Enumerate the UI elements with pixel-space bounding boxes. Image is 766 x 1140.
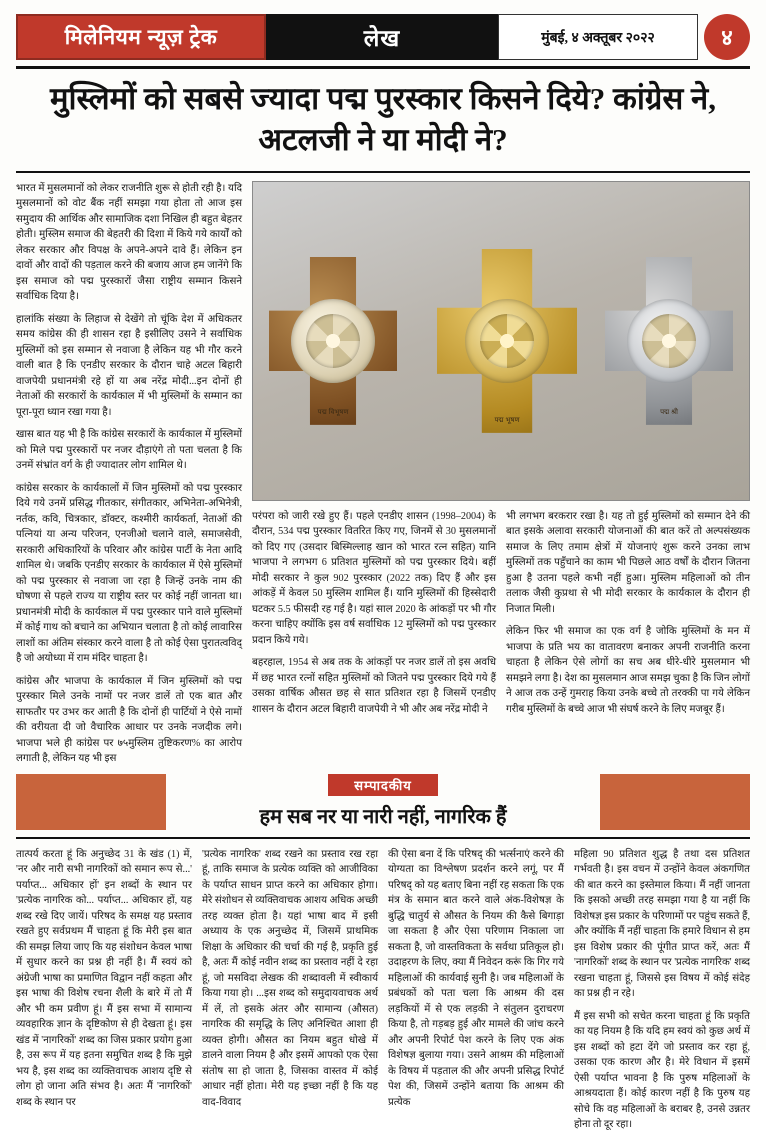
editorial-banner — [16, 774, 750, 833]
article-paragraph: खास बात यह भी है कि कांग्रेस सरकारों के कार्यकाल में मुस्लिमों को मिले पद्म पुरस्कारों पर नजर दौड़ाएंगे तो पता चलता है कि उनमें संभ्रांत वर्ग के ही ज्यादातर लोग शामिल थे। — [16, 429, 242, 472]
editorial-paragraph: महिला 90 प्रतिशत शुद्ध है तथा दस प्रतिशत गर्भवती है। इस वचन में उन्होंने केवल अंकगणित की बात करने का इस्तेमाल किया। मैं नहीं जानता कि इसको अच्छी तरह समझा गया है या नहीं कि विशेषज्ञ इस प्रकार के परिणामों पर पहुंच सकते हैं, और क्योंकि मैं नहीं चाहता कि हमारे विधान से हम इस विशेष प्रकार की पूंगीत प्राप्त करें, अतः मैं 'नागरिकों' शब्द के स्थान पर 'प्रत्येक नागरिक' शब्द रखना चाहता हूं, जिससे इस विषय में कोई संदेह का प्रश्न ही न रहे। — [574, 848, 750, 1000]
article-paragraph: परंपरा को जारी रखे हुए हैं। पहले एनडीए शासन (1998–2004) के दौरान, 534 पद्म पुरस्कार वितरित किए गए, जिनमें से 30 मुसलमानों को दिए गए (उसदार बिस्मिल्लाह खान को भारत रत्न सहित) यानि भाजपा ने लगभग 6 प्रतिशत मुस्लिमों को पद्म पुरस्कार दिये। बहीं मोदी सरकार ने कुल 902 पुरस्कार (2022 तक) दिए हैं और इस आंकड़ें में केवल 50 मुस्लिम शामिल हैं। यानि मुस्लिमों की हिस्सेदारी घटकर 5.5 फीसदी रह गई है। यहां साल 2020 के आंकड़ों पर भी गौर करना चाहिए क्योंकि इस वर्ष सर्वाधिक 12 मुस्लिमों को पद्म पुरस्कार प्रदान किये गये। — [252, 510, 496, 646]
article-column-1 — [16, 181, 242, 774]
lotus-icon — [306, 314, 360, 368]
editorial-title: हम सब नर या नारी नहीं, नागरिक हैं — [259, 805, 507, 828]
article-paragraph: भारत में मुसलमानों को लेकर राजनीति शुरू से होती रही है। यदि मुसलमानों को वोट बैंक नहीं समझा गया होता तो आज इस समुदाय की आर्थिक और सामाजिक दशा निखिल ही बहुत बेहतर होती। मुस्लिम समाज की बेहतरी की दिशा में किये गये कार्यों को लेकर सरकार और विपक्ष के अपने-अपने दावे हैं। लेकिन इन दावों और वादों की पड़ताल करने की बजाय आज हम जानेंगे कि इस समाज को पद्म पुरस्कारों जैसा राष्ट्रीय सम्मान किसने सर्वाधिक दिया है। — [16, 182, 242, 303]
editorial-paragraph: की ऐसा बना दें कि परिषद् की भर्त्सनाएं करने की योग्यता का विश्लेषण प्रदर्शन करने लगूं, पर मैं परिषद् को यह बताए बिना नहीं रह सकता कि एक मंत्र के समान बात करने वाले अंक-विशेषज्ञ के बुद्धि चातुर्य से औसत के नियम की कैसे बिगाड़ा जा सकता है और ऐसा परिणाम निकाला जा सकता है, जो वास्तविकता के सर्वथा प्रतिकूल हो। उदाहरण के लिए, क्या मैं निवेदन करूं कि गिर गये महिलाओं की कार्यवाई सुनी है। जब महिलाओं के प्रबंधकों को पता चला कि आश्रम की दस लड़कियों में से एक लड़की ने संतुलन दुराचरण किया है, तो गड़बड़ हुई और मामले की जांच करने और अपनी रिपोर्ट पेश करने के लिए एक अंक विशेषज्ञ बुलाया गया। उसने आश्रम की महिलाओं के विषय में पड़ताल की और अपनी प्रसिद्ध रिपोर्ट पेश की, जिसमें उन्होंने बताया कि आश्रम की प्रत्येक — [388, 848, 564, 1108]
padma-bhushan-medal — [437, 249, 577, 433]
padma-shri-medal — [605, 257, 733, 425]
article-paragraph: कांग्रेस और भाजपा के कार्यकाल में जिन मुस्लिमों को पद्म पुरस्कार मिले उनके नामों पर नजर डालें तो एक बात और साफतौर पर उभर कर आती है कि दोनों ही पार्टियों ने ऐसे नामों की वरीयता दी जो वैचारिक आधार पर उनके नजदीक लगे। भाजपा भले ही कांग्रेस पर ७५मुस्लिम तुष्टिकरण% का आरोप लगाती है, लेकिन यह भी इस — [16, 675, 242, 765]
headline-divider — [16, 171, 750, 173]
banner-decor-left — [16, 774, 166, 830]
lotus-icon — [642, 314, 696, 368]
article-top-section — [16, 181, 750, 774]
page-headline: मुस्लिमों को सबसे ज्यादा पद्म पुरस्कार किसने दिये? कांग्रेस ने, अटलजी ने या मोदी ने? — [49, 81, 717, 157]
editorial-paragraph: तात्पर्य करता हूं कि अनुच्छेद 31 के खंड (1) में, 'नर और नारी सभी नागरिकों को समान रूप से...' पर्याप्त... अधिकार हों' इन शब्दों के स्थान पर 'प्रत्येक नागरिक को... पर्याप्त... अधिकार हों, यह शब्द रखे दिए जायें। परिषद के समक्ष यह प्रस्ताव रखते हुए सर्वप्रथम मैं चाहता हूं कि मेरी इस बात की समझ लिया जाए कि यह संशोधन केवल भाषा में सुधार करने का प्रश्न ही नहीं है। मैं स्वयं को अंग्रेजी भाषा का प्रमाणित विद्वान नहीं कहता और इस भाषा की विशेष रचना शैली के बारे में तो मैं और भी कम प्रवीण हूं। मैं इस सभा में सामान्य व्यवहारिक ज्ञान के दृष्टिकोण से ही देखता हूं। इस खंड में 'नागरिकों' शब्द का जिस प्रकार प्रयोग हुआ है, उस रूप में यह इतना समुचित शब्द है कि मुझे भय है, इस शब्द का व्यक्तिवाचक आशय दृष्टि से लोग हो जाना अति संभव है। अतः मैं 'नागरिकों' शब्द के स्थान पर — [16, 848, 192, 1108]
medal-plate-label: पद्म भूषण — [494, 416, 520, 424]
article-paragraph: बहरहाल, 1954 से अब तक के आंकड़ों पर नजर डालें तो इस अवधि में छह भारत रत्नों सहित मुस्लिमों को जितने पद्म पुरस्कार दिये गये हैं उसका वार्षिक औसत छह से सात प्रतिशत रहा है जिसमें एनडीए शासन के दौरान अटल बिहारी वाजपेयी ने भी और अब नरेंद्र मोदी ने — [252, 657, 496, 715]
editorial-banner-center — [166, 774, 600, 833]
padma-vibhushan-medal — [269, 257, 397, 425]
section-banner — [266, 14, 498, 60]
article-continuation — [252, 509, 750, 725]
article-column-3 — [506, 509, 750, 725]
newspaper-brand: मिलेनियम न्यूज़ ट्रेक — [16, 14, 266, 60]
dateline: मुंबई, ४ अक्तूबर २०२२ — [498, 14, 698, 60]
editorial-column-3 — [388, 847, 564, 1140]
medal-plate-label: पद्म विभूषण — [317, 408, 349, 416]
editorial-divider — [16, 837, 750, 839]
article-paragraph: हालांकि संख्या के लिहाज से देखेंगे तो चूंकि देश में अधिकतर समय कांग्रेस की ही शासन रहा है इसीलिए उसने ने सर्वाधिक मुस्लिमों को इस सम्मान से नवाजा है लेकिन यह भी गौर करने वाली बात है कि एनडीए सरकार के दौरान चाहे अटल बिहारी वाजपेयी प्रधानमंत्री रहे हों या अब नरेंद्र मोदी...इन दोनों ही नेताओं की सरकारों के कार्यकाल में भी मुस्लिमों के सम्मान का पूरा-पूरा ध्यान रखा गया है। — [16, 313, 242, 418]
medal-plate-label: पद्म श्री — [660, 408, 678, 416]
editorial-body — [16, 847, 750, 1140]
masthead — [16, 14, 750, 60]
masthead-divider — [16, 66, 750, 69]
article-paragraph: भी लगभग बरकरार रखा है। यह तो हुई मुस्लिमों को सम्मान देने की बात इसके अलावा सरकारी योजनाओं की बात करें तो अल्पसंख्यक समाज के लिए तमाम क्षेत्रों में योजनाएं शुरू करने उनका लाभ मुस्लिमों तक पहुँचाने का काम भी पिछले आठ वर्षों के दौरान जितना हुआ है उतना पहले कभी नहीं हुआ। मुस्लिम महिलाओं को तीन तलाक जैसी कुप्रथा से भी मोदी सरकार के कार्यकाल के दौरान ही निजात मिली। — [506, 510, 750, 615]
editorial-label: सम्पादकीय — [328, 774, 437, 796]
editorial-column-1 — [16, 847, 192, 1140]
banner-decor-right — [600, 774, 750, 830]
section-title: लेख — [363, 25, 401, 51]
article-photo-block — [252, 181, 750, 774]
editorial-column-2 — [202, 847, 378, 1140]
article-paragraph: लेकिन फिर भी समाज का एक वर्ग है जोकि मुस्लिमों के मन में भाजपा के प्रति भय का वातावरण बनाकर अपनी राजनीति करना चाहता है लेकिन ऐसे लोगों का सच अब धीरे-धीरे मुसलमान भी समझने लगा है। देश का मुसलमान आज समझ चुका है कि जिन लोगों ने आज तक उन्हें गुमराह किया उनके बच्चे तो तरक्की पा गये लेकिन गरीब मुस्लिमों के बच्चे आज भी संघर्ष करने के लिए मजबूर हैं। — [506, 626, 750, 715]
editorial-paragraph: 'प्रत्येक नागरिक' शब्द रखने का प्रस्ताव रख रहा हूं, ताकि समाज के प्रत्येक व्यक्ति को आजीविका के पर्याप्त साधन प्राप्त करने का अधिकार होगा। मेरे संशोधन से व्यक्तिवाचक आशय अधिक अच्छी तरह व्यक्त होता है। यहां भाषा बाद में इसी अध्याय के एक अनुच्छेद में, जिसमें प्राथमिक शिक्षा के अधिकार की चर्चा की गई है, प्रकृति हुई है, अतः मैं कोई नवीन शब्द का प्रस्ताव नहीं दे रहा हूं, जो मसविदा लेखक की शब्दावली में स्वीकार्य किया गया हो। ...इस शब्द को समुदायवाचक अर्थ में लें, तो इसके अंतर और सामान्य (औसत) नागरिक की समृद्धि के लिए अनिश्चित आशा ही व्यक्त होगी। औसत का नियम बहुत धोखे में डालने वाला नियम है और इसमें आपको एक ऐसा संतोष सा हो जाता है, जिसका वास्तव में कोई आधार नहीं होता। मेरी यह इच्छा नहीं है कि यह वाद-विवाद — [202, 848, 378, 1108]
editorial-column-4 — [574, 847, 750, 1140]
editorial-paragraph: मैं इस सभी को सचेत करना चाहता हूं कि प्रकृति का यह नियम है कि यदि हम स्वयं को कुछ अर्थ में इस शब्दों को हटा देंगे जो प्रस्ताव कर रहा हूं, उसका एक कारण और है। मेरे विधान में इसमें ऐसी पर्याप्त भावना है कि पुरुष महिलाओं के आश्रयदाता हैं। कोई कारण नहीं है कि पुरुष यह सोचे कि वह महिलाओं के बराबर है, उनसे उन्नतर होना तो दूर रहा। — [574, 1010, 750, 1131]
page-number-badge: ४ — [704, 14, 750, 60]
padma-awards-photo — [252, 181, 750, 501]
article-paragraph: कांग्रेस सरकार के कार्यकालों में जिन मुस्लिमों को पद्म पुरस्कार दिये गये उनमें प्रसिद्ध गीतकार, संगीतकार, अभिनेता-अभिनेत्री, नर्तक, कवि, चित्रकार, डॉक्टर, कश्मीरी कार्यकर्ता, नेताओं की पत्नियां या अन्य परिजन, एनजीओ चलाने वाले, समाजसेवी, सरकारी अधिकारियों के परिवार और कांग्रेस पार्टी के नेता आदि शामिल थे। जबकि एनडीए सरकार के कार्यकाल में ऐसे मुस्लिमों को पद्म पुरस्कार से नवाजा जा रहा है जिन्हें उनके नाम की घोषणा से पहले राज्य या राष्ट्रीय स्तर पर कोई नहीं जानता था। प्रधानमंत्री मोदी के कार्यकाल में पद्म पुरस्कार पाने वाले मुस्लिमों में कोई गाथ को बचाने का अभियान चलाता है तो कोई लावारिस लाशों का अंतिम संस्कार करने वाला है तो कोई ऐसा पुरातत्वविद् है जो अयोध्या में राम मंदिर चाहता है। — [16, 482, 242, 665]
article-column-2 — [252, 509, 496, 725]
lotus-icon — [480, 314, 534, 368]
